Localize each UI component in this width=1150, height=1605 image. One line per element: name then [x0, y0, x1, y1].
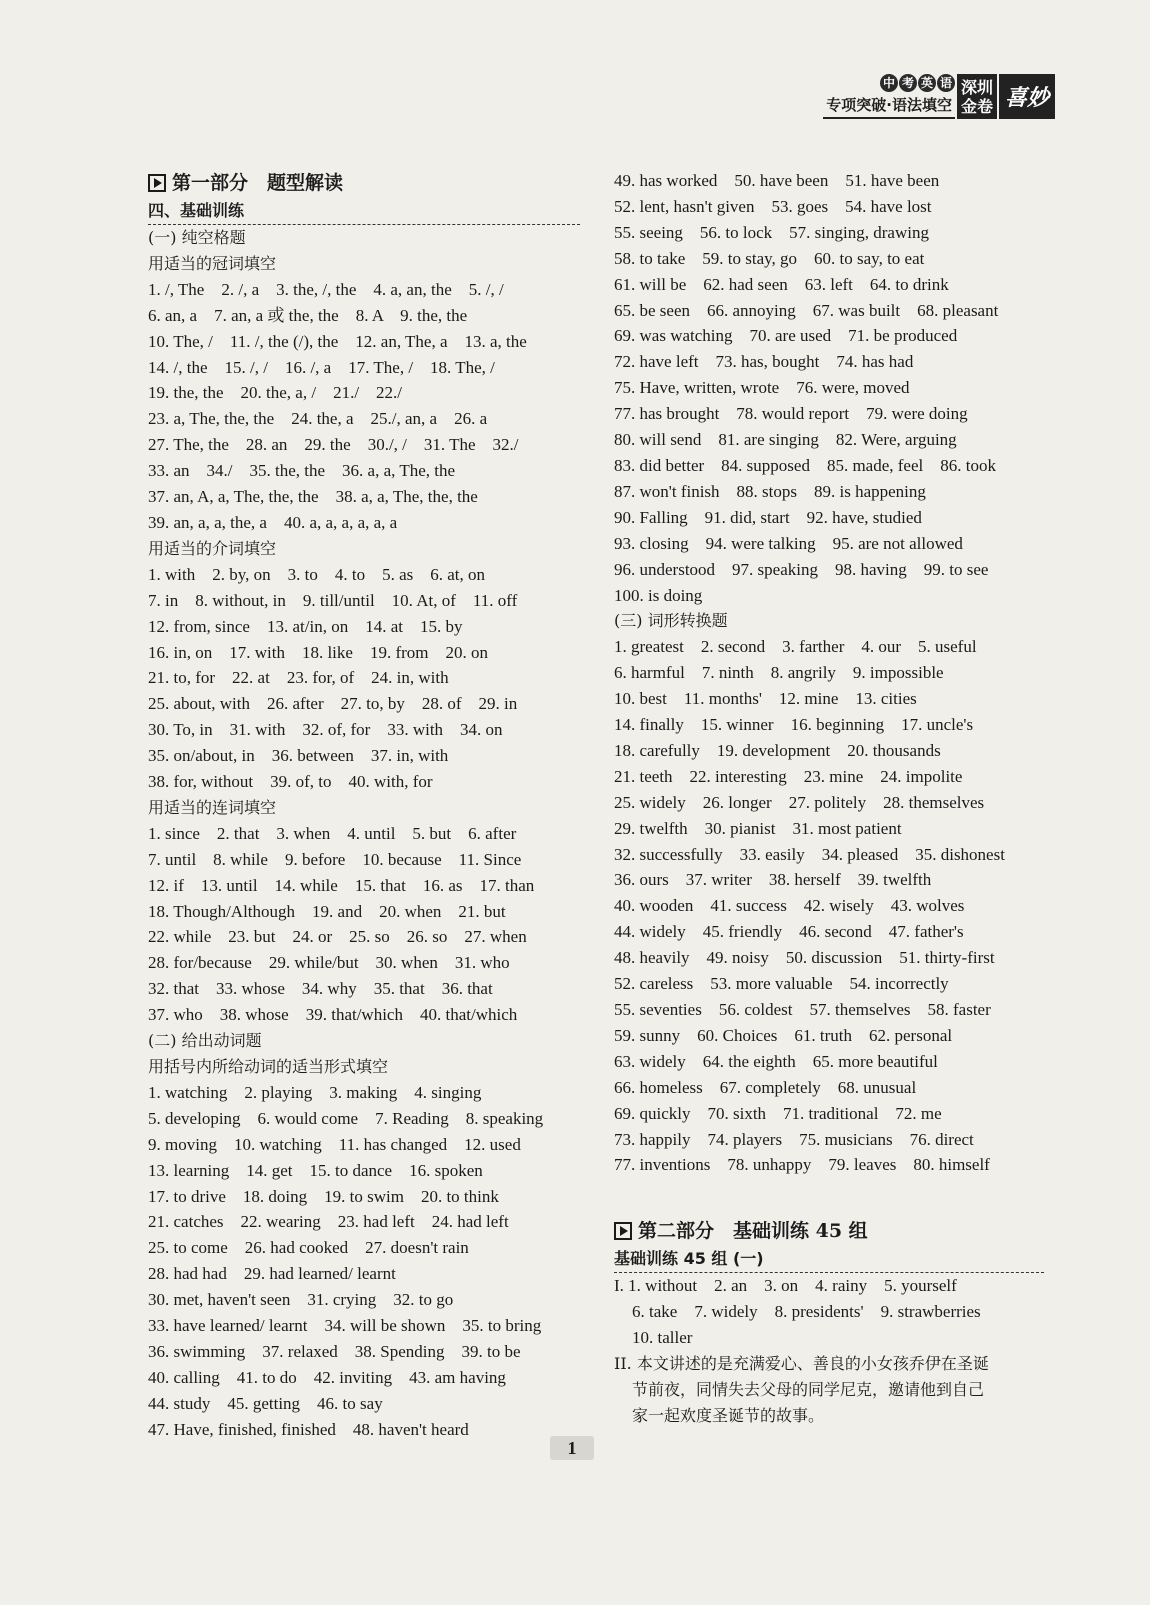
- answer-line: 33. an 34./ 35. the, the 36. a, a, The, the: [148, 461, 456, 481]
- brand-bottom: 金卷: [960, 96, 993, 116]
- answer-line: 83. did better 84. supposed 85. made, feel 86. took: [614, 455, 996, 475]
- answer-line: 7. in 8. without, in 9. till/until 10. At, of 11. off: [148, 590, 518, 610]
- answer-line: I. 1. without 2. an 3. on 4. rainy 5. yourself: [614, 1276, 957, 1296]
- answer-line: 61. will be 62. had seen 63. left 64. to drink: [614, 274, 949, 294]
- page-number: 1: [550, 1436, 594, 1460]
- answer-line: 16. in, on 17. with 18. like 19. from 20. on: [148, 642, 488, 662]
- answer-line: 49. has worked 50. have been 51. have been: [614, 171, 940, 190]
- answer-line: 52. lent, hasn't given 53. goes 54. have lost: [614, 196, 932, 216]
- answer-line: 29. twelfth 30. pianist 31. most patient: [614, 818, 902, 838]
- badge-2: 考: [899, 74, 917, 92]
- conjunctions-answers: [148, 821, 580, 1028]
- subsection-1-title: (一) 纯空格题: [148, 228, 246, 247]
- answer-line: 22. while 23. but 24. or 25. so 26. so 27. when: [148, 927, 527, 947]
- answer-line: 32. successfully 33. easily 34. pleased 35. dishonest: [614, 844, 1005, 864]
- articles-answers: [148, 277, 580, 536]
- verbs-answers-left: [148, 1080, 580, 1443]
- part1-title-text: 第一部分 题型解读: [172, 172, 344, 194]
- badge-1: 中: [880, 74, 898, 92]
- answer-line: 47. Have, finished, finished 48. haven't heard: [148, 1419, 469, 1439]
- answer-line: 19. the, the 20. the, a, / 21./ 22./: [148, 383, 403, 403]
- answer-line: 28. for/because 29. while/but 30. when 31. who: [148, 953, 510, 973]
- answer-line: 18. Though/Although 19. and 20. when 21. but: [148, 901, 506, 921]
- answer-line: 30. To, in 31. with 32. of, for 33. with 34. on: [148, 720, 503, 740]
- answer-line: 55. seventies 56. coldest 57. themselves 58. faster: [614, 1000, 991, 1019]
- answer-line: 77. has brought 78. would report 79. were doing: [614, 404, 968, 424]
- answer-line: 1. since 2. that 3. when 4. until 5. but 6. after: [148, 823, 517, 843]
- part2-title: [614, 1216, 1044, 1246]
- answer-line: 12. if 13. until 14. while 15. that 16. as 17. than: [148, 875, 535, 895]
- play-icon: [614, 1222, 632, 1240]
- answer-line: 25. widely 26. longer 27. politely 28. themselves: [614, 792, 985, 812]
- answer-line: 40. calling 41. to do 42. inviting 43. am having: [148, 1367, 506, 1387]
- answer-line: 23. a, The, the, the 24. the, a 25./, an, a 26. a: [148, 409, 488, 429]
- instruction-prepositions: 用适当的介词填空: [148, 538, 277, 558]
- answer-line: 48. heavily 49. noisy 50. discussion 51. thirty-first: [614, 948, 995, 968]
- answer-line: 14. finally 15. winner 16. beginning 17. uncle's: [614, 715, 974, 735]
- answer-line: 6. harmful 7. ninth 8. angrily 9. impossible: [614, 663, 944, 683]
- answer-line: 75. Have, written, wrote 76. were, moved: [614, 378, 910, 398]
- part1-title: [148, 168, 580, 198]
- answer-line: 36. ours 37. writer 38. herself 39. twelfth: [614, 870, 932, 890]
- brand-top: 深圳: [960, 77, 993, 97]
- left-column: [148, 168, 580, 1443]
- instruction-verbs: 用括号内所给动词的适当形式填空: [148, 1057, 389, 1076]
- answer-line: 25. about, with 26. after 27. to, by 28. of 29. in: [148, 694, 518, 714]
- answer-line: 33. have learned/ learnt 34. will be shown 35. to bring: [148, 1316, 542, 1336]
- answer-line: 30. met, haven't seen 31. crying 32. to go: [148, 1290, 454, 1310]
- answer-line: 10. The, / 11. /, the (/), the 12. an, The, a 13. a, the: [148, 331, 527, 351]
- answer-line: 40. wooden 41. success 42. wisely 43. wolves: [614, 896, 965, 916]
- answer-line: 1. greatest 2. second 3. farther 4. our 5. useful: [614, 637, 977, 657]
- badge-3: 英: [918, 74, 936, 92]
- answer-line: 73. happily 74. players 75. musicians 76. direct: [614, 1129, 974, 1149]
- answer-line: 18. carefully 19. development 20. thousands: [614, 740, 941, 760]
- right-column: [614, 168, 1044, 1429]
- part2-section-title: 基础训练 45 组 (一): [614, 1246, 1044, 1273]
- answer-line: 13. learning 14. get 15. to dance 16. spoken: [148, 1160, 483, 1180]
- answer-line: 9. moving 10. watching 11. has changed 12. used: [148, 1134, 521, 1154]
- instruction-conjunctions: 用适当的连词填空: [148, 797, 277, 817]
- answer-line: 17. to drive 18. doing 19. to swim 20. to think: [148, 1186, 499, 1206]
- answer-line: 38. for, without 39. of, to 40. with, for: [148, 772, 433, 792]
- summary-line: 家一起欢度圣诞节的故事。: [632, 1405, 825, 1425]
- answer-line: 72. have left 73. has, bought 74. has had: [614, 352, 914, 372]
- prepositions-answers: [148, 562, 580, 795]
- answer-line: 37. who 38. whose 39. that/which 40. that/which: [148, 1005, 518, 1025]
- part2-summary: [614, 1351, 1044, 1429]
- brand-box: [957, 74, 997, 119]
- answer-line: 10. best 11. months' 12. mine 13. cities: [614, 689, 917, 709]
- answer-line: 65. be seen 66. annoying 67. was built 68. pleasant: [614, 300, 999, 320]
- answer-line: 96. understood 97. speaking 98. having 99. to see: [614, 559, 989, 579]
- answer-line: 87. won't finish 88. stops 89. is happening: [614, 481, 926, 501]
- part2-title-text: 第二部分 基础训练 45 组: [638, 1220, 868, 1243]
- spacer: [614, 1178, 1044, 1216]
- answer-line: 35. on/about, in 36. between 37. in, with: [148, 746, 449, 766]
- answer-line: 52. careless 53. more valuable 54. incorrectly: [614, 974, 949, 994]
- answer-line: 44. study 45. getting 46. to say: [148, 1393, 383, 1413]
- header-text: [823, 74, 955, 119]
- answer-line: 93. closing 94. were talking 95. are not allowed: [614, 533, 963, 553]
- part2-answers: [614, 1273, 1044, 1351]
- answer-line: 6. an, a 7. an, a 或 the, the 8. A 9. the, the: [148, 305, 468, 325]
- answer-line: 1. watching 2. playing 3. making 4. singing: [148, 1082, 482, 1102]
- answer-line: 7. until 8. while 9. before 10. because 11. Since: [148, 849, 522, 869]
- answer-line: 10. taller: [632, 1328, 693, 1348]
- answer-line: 27. The, the 28. an 29. the 30./, / 31. The 32./: [148, 435, 519, 455]
- subsection-2-title: (二) 给出动词题: [148, 1031, 262, 1051]
- summary-line: 节前夜，同情失去父母的同学尼克，邀请他到自己: [632, 1379, 985, 1399]
- answer-line: 21. teeth 22. interesting 23. mine 24. impolite: [614, 766, 963, 786]
- book-subtitle: 专项突破·语法填空: [823, 94, 955, 119]
- answer-line: 69. quickly 70. sixth 71. traditional 72. me: [614, 1103, 942, 1123]
- answer-line: 36. swimming 37. relaxed 38. Spending 39. to be: [148, 1341, 521, 1361]
- answer-line: 32. that 33. whose 34. why 35. that 36. that: [148, 979, 493, 999]
- section-title: 四、基础训练: [148, 198, 580, 225]
- answer-line: 37. an, A, a, The, the, the 38. a, a, The, the, the: [148, 487, 478, 507]
- answer-line: 55. seeing 56. to lock 57. singing, drawing: [614, 222, 929, 242]
- answer-line: 12. from, since 13. at/in, on 14. at 15. by: [148, 616, 463, 636]
- answer-line: 63. widely 64. the eighth 65. more beautiful: [614, 1051, 938, 1071]
- answer-line: 90. Falling 91. did, start 92. have, studied: [614, 507, 922, 527]
- word-forms-answers: [614, 634, 1044, 1178]
- answer-line: 44. widely 45. friendly 46. second 47. father's: [614, 922, 964, 942]
- answer-line: 80. will send 81. are singing 82. Were, arguing: [614, 430, 957, 450]
- answer-line: 66. homeless 67. completely 68. unusual: [614, 1077, 917, 1097]
- answer-line: 21. catches 22. wearing 23. had left 24. had left: [148, 1212, 509, 1232]
- answer-line: 14. /, the 15. /, / 16. /, a 17. The, / 18. The, /: [148, 357, 495, 377]
- verbs-answers-right: [614, 168, 1044, 608]
- series-badges: [880, 74, 955, 92]
- play-icon: [148, 174, 166, 192]
- answer-line: 28. had had 29. had learned/ learnt: [148, 1264, 396, 1284]
- answer-line: 1. /, The 2. /, a 3. the, /, the 4. a, an, the 5. /, /: [148, 279, 504, 299]
- answer-line: 59. sunny 60. Choices 61. truth 62. personal: [614, 1025, 953, 1045]
- answer-line: 69. was watching 70. are used 71. be produced: [614, 326, 958, 346]
- answer-line: 58. to take 59. to stay, go 60. to say, to eat: [614, 248, 925, 268]
- subsection-3-title: (三) 词形转换题: [614, 611, 728, 631]
- badge-4: 语: [937, 74, 955, 92]
- answer-line: 25. to come 26. had cooked 27. doesn't rain: [148, 1238, 469, 1258]
- answer-line: 5. developing 6. would come 7. Reading 8. speaking: [148, 1108, 544, 1128]
- book-header: [823, 74, 1055, 119]
- instruction-articles: 用适当的冠词填空: [148, 253, 277, 273]
- answer-line: 39. an, a, a, the, a 40. a, a, a, a, a, a: [148, 512, 398, 532]
- answer-line: 100. is doing: [614, 585, 703, 605]
- publisher-logo: 喜妙: [999, 74, 1055, 119]
- answer-line: 21. to, for 22. at 23. for, of 24. in, with: [148, 668, 449, 688]
- answer-line: 1. with 2. by, on 3. to 4. to 5. as 6. at, on: [148, 564, 485, 584]
- answer-line: 77. inventions 78. unhappy 79. leaves 80. himself: [614, 1155, 990, 1175]
- summary-line: II. 本文讲述的是充满爱心、善良的小女孩乔伊在圣诞: [614, 1354, 989, 1374]
- answer-line: 6. take 7. widely 8. presidents' 9. strawberries: [632, 1302, 981, 1322]
